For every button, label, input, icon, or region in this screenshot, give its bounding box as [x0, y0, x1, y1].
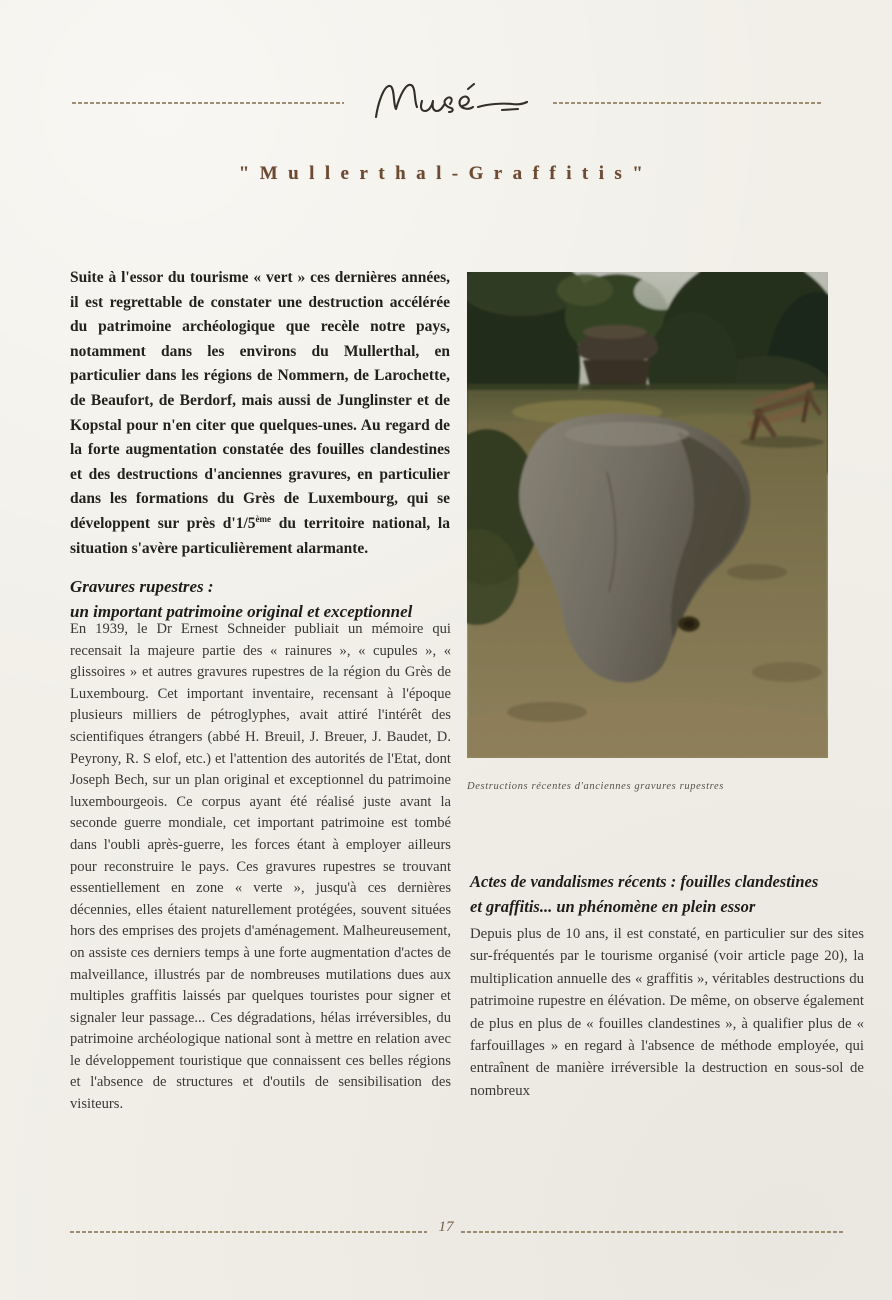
header-rule-left: [72, 102, 344, 104]
intro-superscript: ème: [255, 513, 272, 524]
footer-rule-right: [461, 1231, 845, 1233]
photo-caption: Destructions récentes d'anciennes gravures rupestres: [467, 781, 725, 792]
article-title: "Mullerthal-Graffitis": [238, 163, 654, 184]
heading-line: Actes de vandalismes récents : fouilles clandestines: [470, 872, 819, 891]
intro-text-cont: du territoire national, la situation s'avère particulièrement alarmante.: [70, 514, 450, 557]
landscape-photo: [467, 272, 828, 758]
intro-text: Suite à l'essor du tourisme « vert » ces dernières années, il est regrettable de constater une destruction accélérée du patrimoine archéologique que recèle notre pays, notamment dans les environs du Mullerthal, en particulier dans les régions de Nommern, de Larochette, de Beaufort, de Berdorf, mais aussi de Junglinster et de Kopstal pour n'en citer que quelques-unes. Au regard de la forte augmentation constatée des fouilles clandestines et des destructions d'anciennes gravures, en particulier dans les formations du Grès de Luxembourg, qui se développent sur près d'1/5: [70, 269, 450, 532]
heading-line: un important patrimoine original et exceptionnel: [70, 601, 413, 621]
heading-line: Gravures rupestres :: [70, 577, 214, 596]
footer-rule-left: [70, 1231, 427, 1233]
section-heading-gravures: [70, 575, 480, 624]
intro-paragraph: [70, 266, 450, 561]
header-rule-right: [553, 102, 821, 104]
signature-strokes: [376, 84, 527, 117]
photo-figure: [467, 272, 828, 792]
page-number: 17: [438, 1219, 454, 1235]
musee-signature-icon: [362, 73, 547, 128]
section-body-vandalismes: Depuis plus de 10 ans, il est constaté, en particulier sur des sites sur-fréquentés par le tourisme organisé (voir article page 20), la multiplication annuelle des « graffitis », véritables destructions du patrimoine rupestre en élévation. De même, on observe également de plus en plus de « fouilles clandestines », à qualifier plus de « farfouillages » en regard à l'absence de méthode employée, qui entraînent de manière irréversible la destruction en sous-sol de nombreux: [470, 926, 864, 1099]
photo-grain-overlay: [467, 272, 828, 758]
section-body-gravures: En 1939, le Dr Ernest Schneider publiait un mémoire qui recensait la majeure partie des « rainures », « cupules », « glissoires » et autres gravures rupestres de la région du Grès de Luxembourg. Cet important inventaire, recensant à l'époque plusieurs milliers de pétroglyphes, avait attiré l'intérêt des scientifiques étrangers (abbé H. Breuil, J. Breuer, J. Baudet, D. Peyrony, R. S elof, etc.) et l'attention des autorités de l'Etat, dont Joseph Bech, sur un plan original et exceptionnel du patrimoine luxembourgeois. Ce corpus ayant été réalisé juste avant la seconde guerre mondiale, cet important patrimoine est tombé dans l'oubli après-guerre, les forces étant à employer ailleurs pour reconstruire le pays. Ces gravures rupestres se trouvant essentiellement en zone « verte », jusqu'à ces dernières décennies, elles étaient naturellement protégées, souvent situées hors des emprises des projets d'aménagement. Malheureusement, on assiste ces derniers temps à une forte augmentation d'actes de malveillance, illustrés par de nombreuses mutilations dues aux multiples graffitis laissés par quelques touristes pour signer et signaler leur passage... Ces dégradations, hélas irréversibles, du patrimoine archéologique national sont à mettre en relation avec le développement touristique que connaissent ces belles régions et l'absence de structures et d'outils de sensibilisation des visiteurs.: [70, 621, 451, 1113]
heading-line: et graffitis... un phénomène en plein essor: [470, 897, 756, 916]
section-heading-vandalismes: [470, 869, 880, 919]
